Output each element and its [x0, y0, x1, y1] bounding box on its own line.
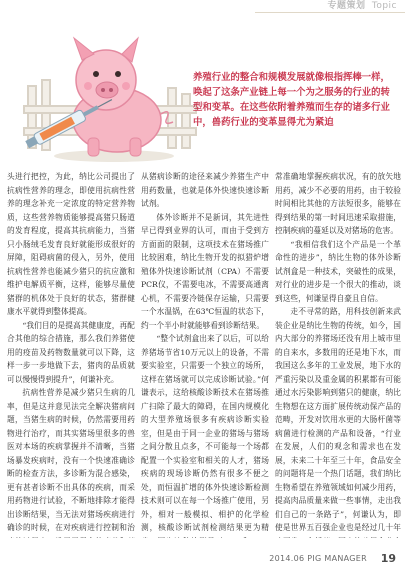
- hero-banner: [0, 18, 405, 168]
- page-number: 19: [380, 552, 396, 565]
- text-column-3: [275, 170, 401, 538]
- paragraph: “我们目的是提高其健康度，再配合其他的综合措施，那么我们养猪使用的疫苗及药物数量就可以下降，这样一步一步地做下去，猪肉的品质就可以慢慢得到提升”，何谦补充。: [7, 320, 135, 384]
- paragraph: 常准确地掌握疾病状况，有的放矢地用药，减少不必要的用药，由于较验时间相比其他的方法短很多，能够在得到结果的第一时间迅速采取措施，控制疾病的蔓延以及对猪场的危害。: [275, 172, 401, 235]
- pull-quote: 养殖行业的整合和规模发展就像根指挥棒一样，唤起了这条产业链上每一个为之服务的行业的转型和变革。在这些依附着养殖而生存的诸多行业中，兽药行业的变革显得尤为紧迫: [193, 72, 390, 128]
- paragraph: “我相信我们这个产品是一个革命性的进步”，纳比生物的体外诊断试剂盒是一种技术，突破性的成果，对行业的进步是一个很大的推动，谈到这些，何谦显得自豪且自信。: [275, 239, 401, 303]
- section-label-en: Topic: [371, 1, 397, 11]
- paragraph: 走不寻常的路，用科技创新来武装企业是纳比生物的传统，如今，国内大部分的养猪场还没有用上城市里的自来水，多数用的还是地下水，而我国这么多年的工业发展，地下水的严重污染以及重金属的积累都有可能通过水污染影响到猪只的健康，纳比生物想在这方面扩展传统动保产品的范畴，开发对饮用水更的大肠杆菌等病菌进行检测的产品和设备，“行业在发展，人们的观念和需求也在发展，未来二十年至三十年，食品安全的问题将是一个热门话题，我们纳比生物希望在养殖领域如何减少用药，提高肉品质量来做一些事情，走出我们自己的一条路子”，何谦认为，即使是世界五百强企业也是经过几十年: [275, 307, 401, 532]
- pig-illustration: [22, 28, 202, 166]
- paragraph: 从猪病诊断的途径来减少养猪生产中用药数量，也就是体外快速快速诊断试剂。: [141, 172, 269, 208]
- paragraph: “整个试剂盒出来了以后，可以给养猪场节省10万元以上的设备，不需要实验室，只需要一个独立的场所，这样在猪场就可以完成诊断试验。”何谦表示，这给核酸诊断技术在猪场推广扫除了最大的障碍，在国内规模化的大型养殖场很多有疾病诊断实验室，但是由于同一企业的猪场与猪场之间分散且点多，不可能每一个场都配置一个实验室和相关的人才，猪场疾病的现场诊断仍然有很多不便之处，而恒温扩增的体外快速诊断检测技术则可以在每一个场推广使用，另外，相对一般模拟、相护的化学检测，核酸诊断试剂检测结果更为精: [141, 334, 269, 532]
- header-rule: [255, 12, 405, 13]
- text-column-2: [141, 170, 269, 538]
- text-column-1: [7, 170, 135, 538]
- paragraph: 抗病性营养是减少猪只生病的几率，但是这并意见法完全解决猪病问题，当猪生病的时候，仍然需要用药物进行治疗，而其实猪场里很多的兽医对本场的疾病掌握并不清晰，当猪场暴发疾病时，没有一个快速准确诊断的检查方法，多诊断为混合感染，更有甚者诊断不出具体的疾病，而采用药物进行试验，不断地排除才能得出诊断结果，当无法对猪场疾病进行确诊的时候，在对疾病进行控制和治: [7, 388, 135, 532]
- issue-label: 2014.06 PIG MANAGER: [269, 554, 367, 563]
- section-header: [327, 0, 397, 12]
- paragraph: 体外诊断并不是新词，其先进性早已得到业界的认可，而由于受到方方面面的限制，这项技术在猪场推广比较困难，纳比生物开发的拟猎炉增殖体外快速诊断试剂（CPA）不需要PCR仪，不需要电冰，不需要高通离心机，不需要冷链保存运输，只需要一个水温锅，在63℃恒温的状态下，约一个半小时就能够看到诊断结果。: [141, 212, 269, 330]
- paragraph: 头进行把控，为此，纳比公司提出了抗病性营养的理念，即使用抗病性营养的理念补充一定浓度的特定营养物质，这些营养物质能够提高猪只肠道的发育程度，提高其抗病能力，当猪只小肠绒毛发育良好就能形成很好的屏障，阻碍病菌的侵入，另外，使用抗病性营养也能减少猪只的抗应激和维护电解质平衡，这样，能够尽量使猪群的机体处于良好的状态，猪群健康水平就得到整体提高。: [7, 172, 135, 316]
- section-label-cn: 专题策划: [327, 1, 366, 11]
- page-footer: [0, 549, 405, 565]
